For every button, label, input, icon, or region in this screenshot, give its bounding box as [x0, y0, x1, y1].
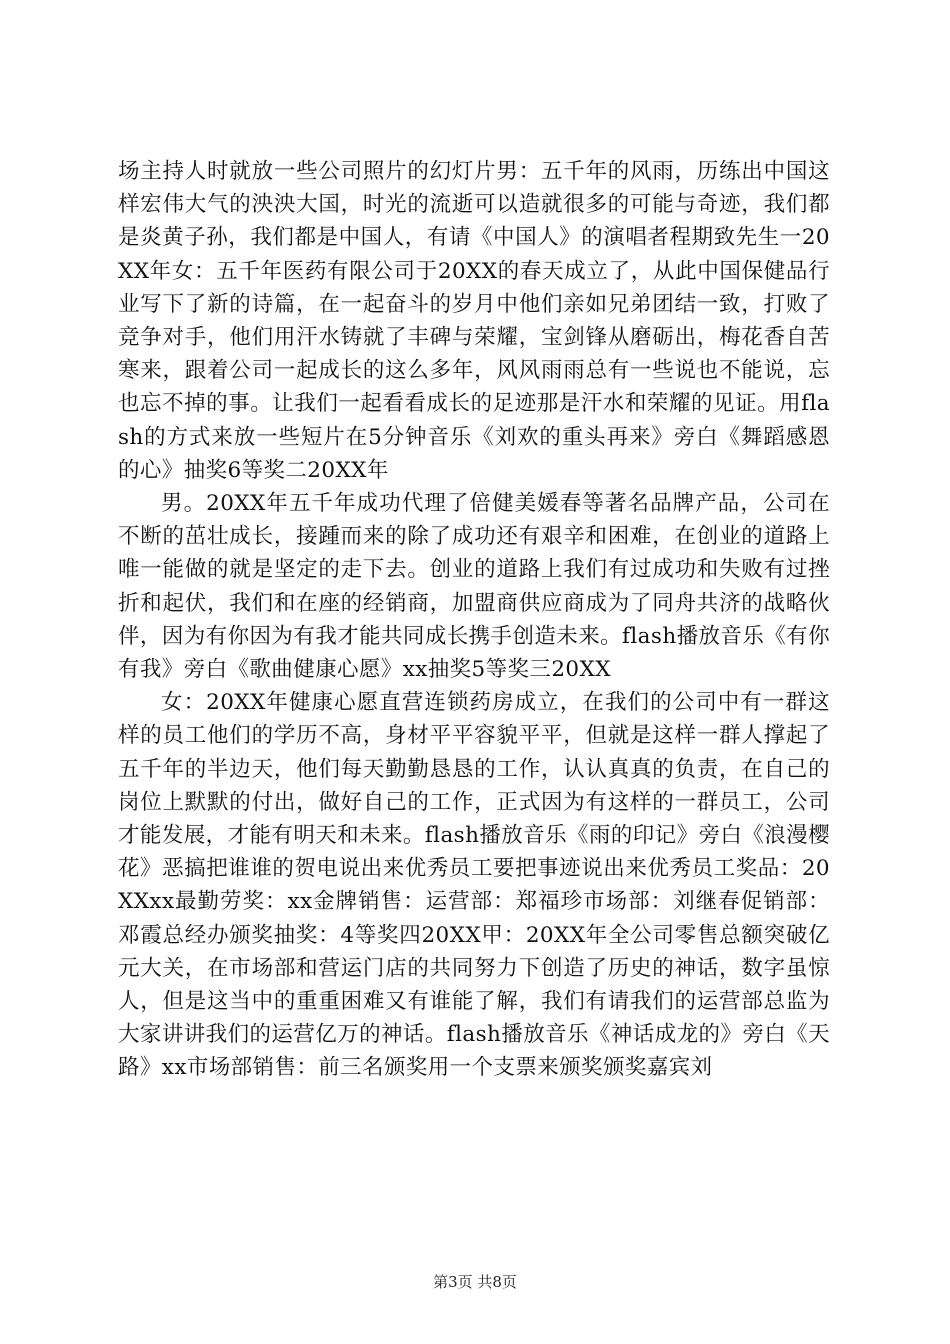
- paragraph-3: 女：20XX年健康心愿直营连锁药房成立，在我们的公司中有一群这样的员工他们的学历不高，身材平平容貌平平，但就是这样一群人撑起了五千年的半边天，他们每天勤勤恳恳的工作，认认真真的负责，在自己的岗位上默默的付出，做好自己的工作，正式因为有这样的一群员工，公司才能发展，才能有明天和未来。flash播放音乐《雨的印记》旁白《浪漫樱花》恶搞把谁谁的贺电说出来优秀员工要把事迹说出来优秀员工奖品：20XXxx最勤劳奖：xx金牌销售：运营部：郑福珍市场部：刘继春促销部：邓霞总经办颁奖抽奖：4等奖四20XX甲：20XX年全公司零售总额突破亿元大关，在市场部和营运门店的共同努力下创造了历史的神话，数字虽惊人，但是这当中的重重困难又有谁能了解，我们有请我们的运营部总监为大家讲讲我们的运营亿万的神话。flash播放音乐《神话成龙的》旁白《天路》xx市场部销售：前三名颁奖用一个支票来颁奖颁奖嘉宾刘: [118, 690, 830, 1081]
- paragraph-2: 男。20XX年五千年成功代理了倍健美媛春等著名品牌产品，公司在不断的茁壮成长，接踵而来的除了成功还有艰辛和困难，在创业的道路上唯一能做的就是坚定的走下去。创业的道路上我们有过成功和失败有过挫折和起伏，我们和在座的经销商，加盟商供应商成为了同舟共济的战略伙伴，因为有你因为有我才能共同成长携手创造未来。flash播放音乐《有你有我》旁白《歌曲健康心愿》xx抽奖5等奖三20XX: [118, 491, 830, 683]
- document-body: [118, 155, 830, 1085]
- paragraph-1: 场主持人时就放一些公司照片的幻灯片男：五千年的风雨，历练出中国这样宏伟大气的泱泱大国，时光的流逝可以造就很多的可能与奇迹，我们都是炎黄子孙，我们都是中国人，有请《中国人》的演唱者程期致先生一20XX年女：五千年医药有限公司于20XX的春天成立了，从此中国保健品行业写下了新的诗篇，在一起奋斗的岁月中他们亲如兄弟团结一致，打败了竞争对手，他们用汗水铸就了丰碑与荣耀，宝剑锋从磨砺出，梅花香自苦寒来，跟着公司一起成长的这么多年，风风雨雨总有一些说也不能说，忘也忘不掉的事。让我们一起看看成长的足迹那是汗水和荣耀的见证。用flash的方式来放一些短片在5分钟音乐《刘欢的重头再来》旁白《舞蹈感恩的心》抽奖6等奖二20XX年: [118, 159, 830, 483]
- page-number-footer: 第3页 共8页: [433, 1273, 517, 1291]
